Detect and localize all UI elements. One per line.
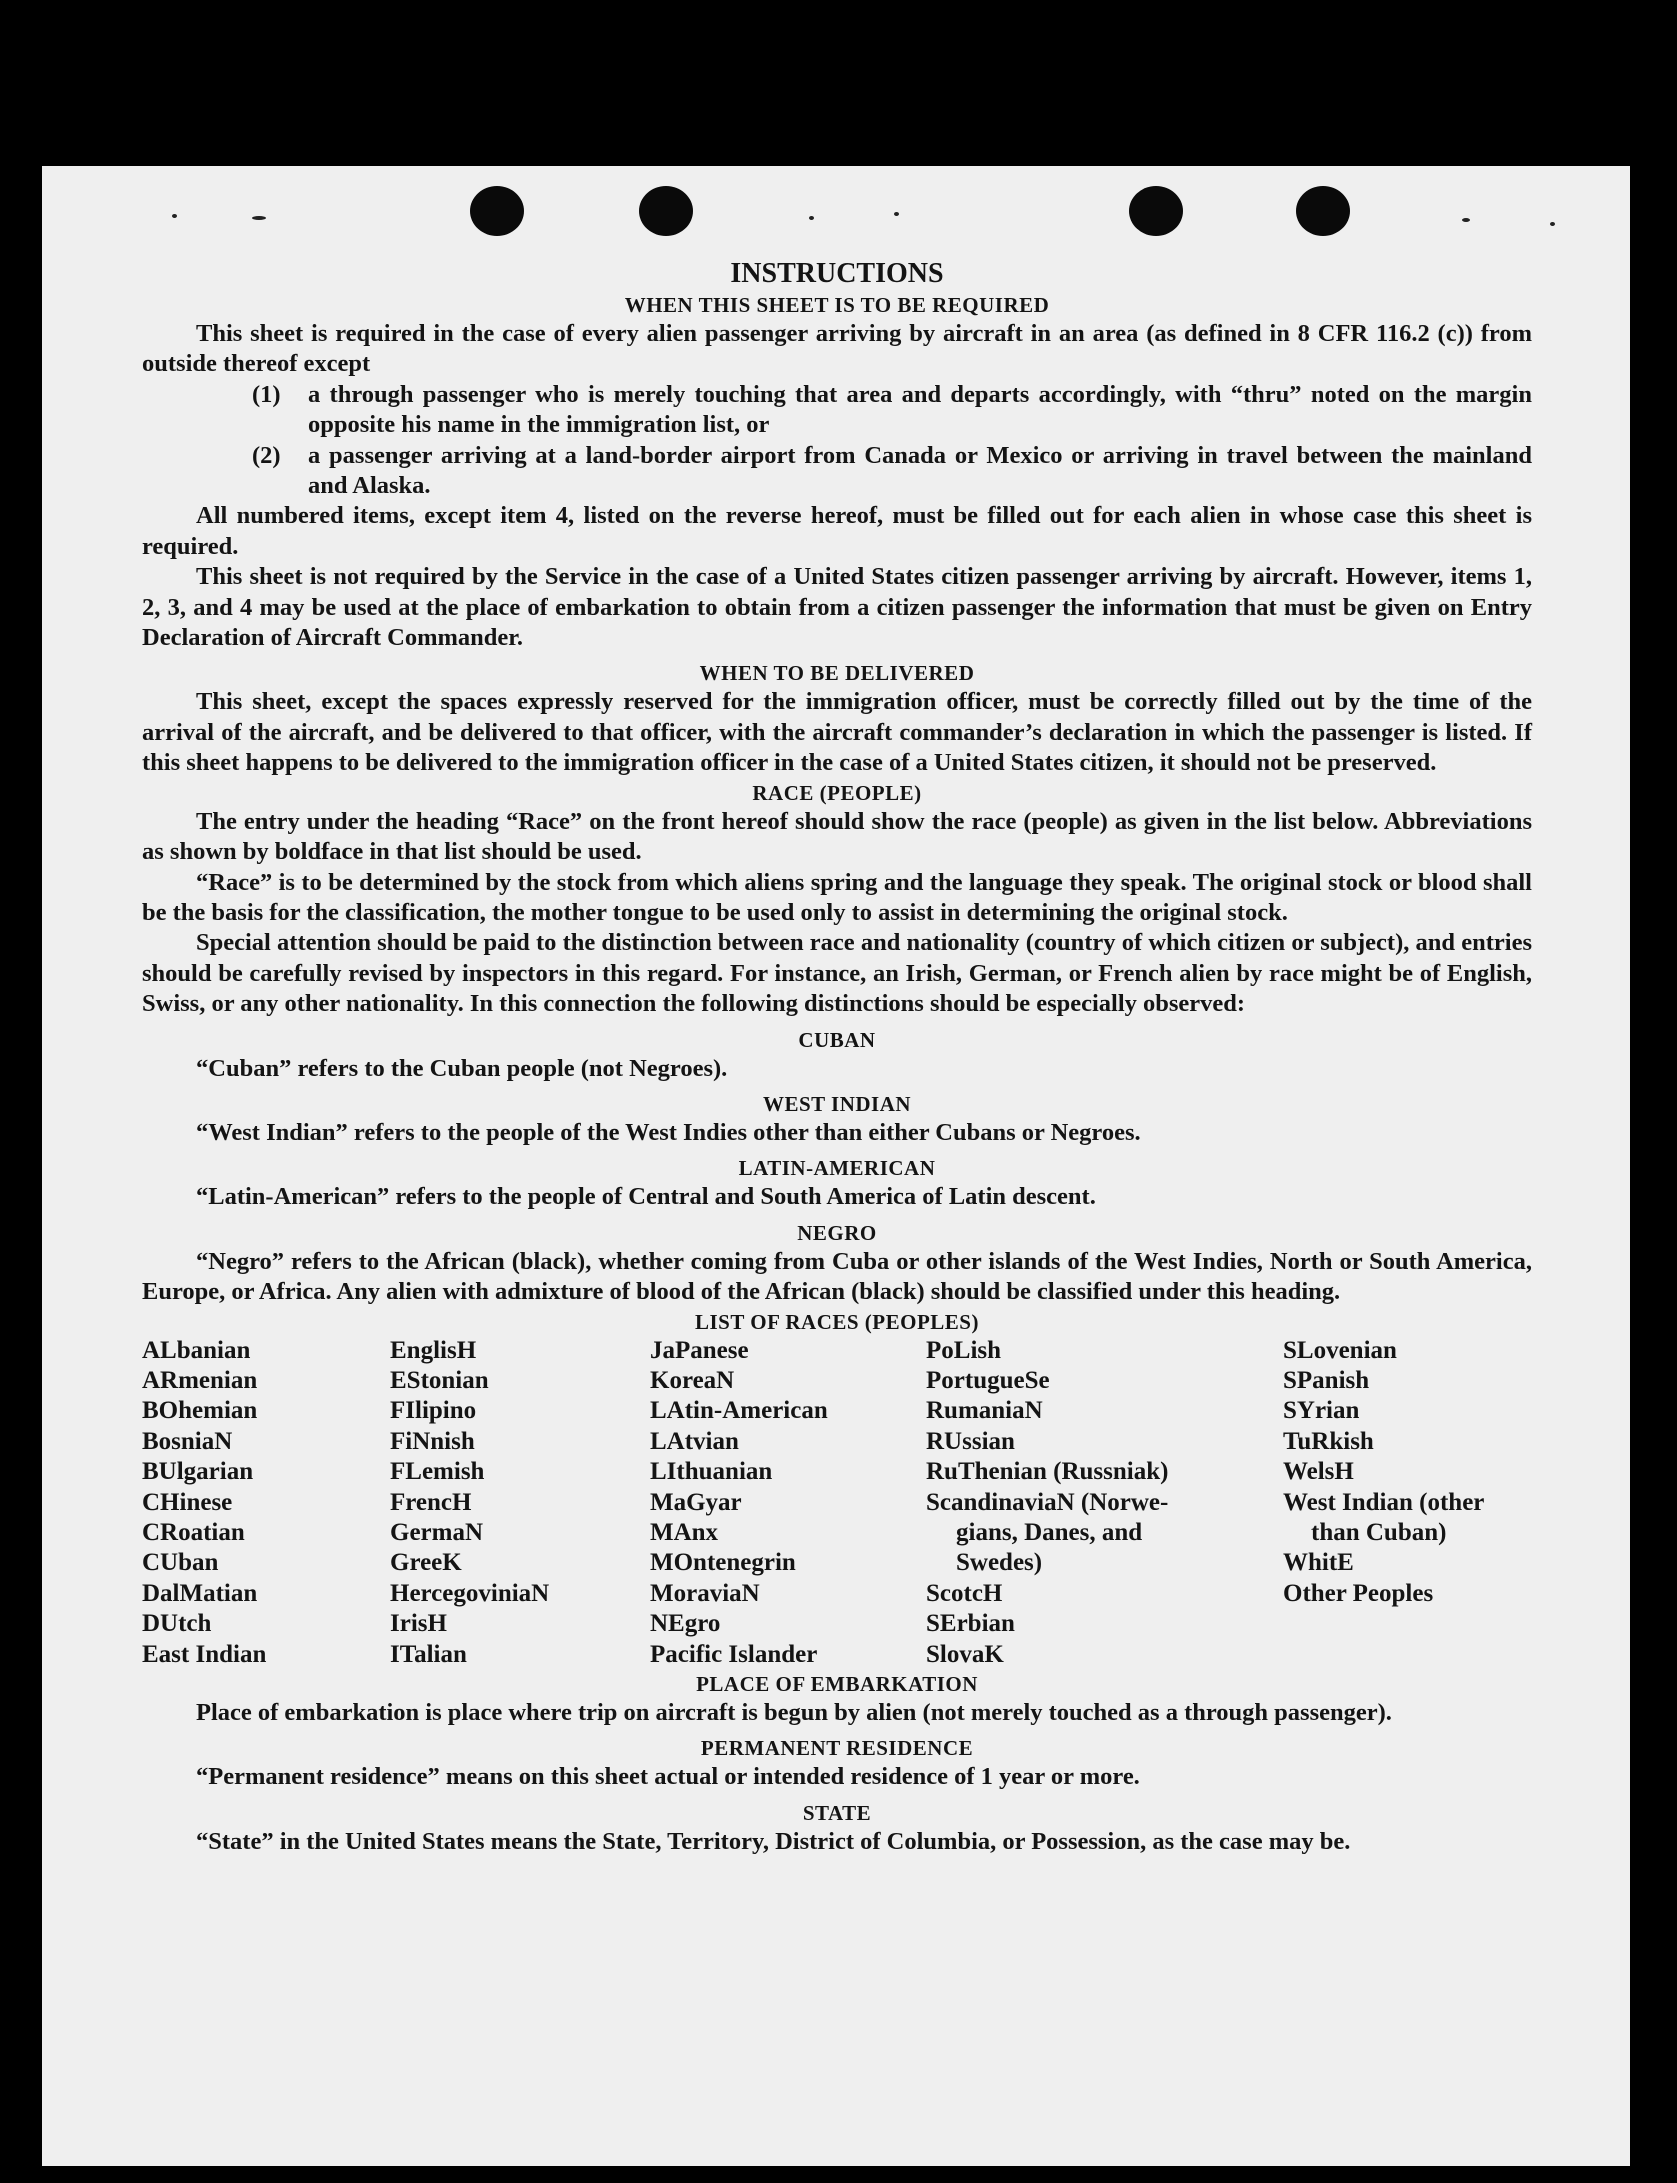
heading-when-delivered: WHEN TO BE DELIVERED (699, 661, 975, 686)
speck (1550, 222, 1555, 226)
list-item (142, 441, 1532, 502)
race-entry: West Indian (other (1283, 1488, 1485, 1516)
race-entry: SLovenian (1283, 1336, 1397, 1364)
paragraph: The entry under the heading “Race” on the front hereof should show the race (people) as given in the list below. Abbreviations as shown by boldface in that list should be used. (142, 807, 1532, 866)
race-entry: WhitE (1283, 1549, 1354, 1577)
race-entry: EnglisH (390, 1336, 477, 1364)
speck (1462, 218, 1470, 222)
punch-hole (1296, 186, 1350, 236)
race-entry: KoreaN (650, 1366, 735, 1394)
races-column (1283, 1336, 1532, 1670)
race-entry: MOntenegrin (650, 1549, 796, 1577)
race-entry: RumaniaN (926, 1397, 1043, 1425)
item-text: a passenger arriving at a land-border airport from Canada or Mexico or arriving in travel between the mainland and Alaska. (308, 441, 1532, 500)
speck (894, 212, 899, 216)
heading-place-of-embarkation: PLACE OF EMBARKATION (696, 1672, 978, 1697)
race-entry: BUlgarian (142, 1458, 254, 1486)
race-entry: FrencH (390, 1488, 472, 1516)
paragraph: “State” in the United States means the State, Territory, District of Columbia, or Possession, as the case may be. (196, 1827, 1351, 1855)
race-entry: ALbanian (142, 1336, 251, 1364)
paragraph: “Latin-American” refers to the people of Central and South America of Latin descent. (196, 1183, 1096, 1211)
paragraph: “West Indian” refers to the people of the West Indies other than either Cubans or Negroes. (196, 1118, 1141, 1146)
race-entry: than Cuban) (1311, 1519, 1447, 1546)
instructions-body (142, 253, 1532, 1857)
race-entry: ScandinaviaN (Norwe- (926, 1488, 1169, 1516)
paragraph: All numbered items, except item 4, listed on the reverse hereof, must be filled out for each alien in whose case this sheet is required. (142, 502, 1532, 560)
race-entry: Other Peoples (1283, 1579, 1434, 1607)
race-entry: DUtch (142, 1610, 212, 1638)
punch-hole (1129, 186, 1183, 236)
race-entry: CRoatian (142, 1519, 245, 1546)
races-column (926, 1336, 1283, 1670)
item-number: (1) (252, 380, 281, 408)
item-text: a through passenger who is merely touching that area and departs accordingly, with “thru” noted on the margin opposite his name in the immigration list, or (308, 380, 1532, 439)
heading-latin-american: LATIN-AMERICAN (738, 1156, 936, 1181)
race-entry: Pacific Islander (650, 1640, 818, 1668)
race-entry: HercegoviniaN (390, 1579, 550, 1607)
race-entry: PoLish (926, 1336, 1002, 1364)
race-entry: GermaN (390, 1519, 484, 1546)
race-entry: CHinese (142, 1488, 233, 1516)
race-entry: SErbian (926, 1610, 1015, 1638)
heading-when-required: WHEN THIS SHEET IS TO BE REQUIRED (624, 293, 1050, 317)
race-entry: BosniaN (142, 1427, 233, 1455)
races-column (142, 1336, 390, 1670)
race-entry: MaGyar (650, 1488, 742, 1516)
race-entry: FLemish (390, 1458, 485, 1486)
paragraph: This sheet is not required by the Service in the case of a United States citizen passenger arriving by aircraft. However, items 1, 2, 3, and 4 may be used at the place of embarkation to obtain from a citizen passenger the information that must be given on Entry Declaration of Aircraft Commander. (142, 563, 1532, 652)
paragraph: This sheet is required in the case of every alien passenger arriving by aircraft in an area (as defined in 8 CFR 116.2 (c)) from outside thereof except (142, 320, 1532, 378)
paragraph: “Race” is to be determined by the stock from which aliens spring and the language they speak. The original stock or blood shall be the basis for the classification, the mother tongue to be used only to assist in determining the original stock. (142, 868, 1532, 926)
race-entry: EStonian (390, 1366, 489, 1394)
race-entry: East Indian (142, 1640, 267, 1668)
race-entry: MAnx (650, 1519, 719, 1546)
race-entry: FIlipino (390, 1397, 477, 1425)
race-entry: LIthuanian (650, 1458, 773, 1486)
speck (809, 216, 814, 220)
race-entry: RUssian (926, 1427, 1015, 1455)
race-entry: RuThenian (Russniak) (926, 1458, 1169, 1486)
paragraph: Place of embarkation is place where trip on aircraft is begun by alien (not merely touched as a through passenger). (196, 1699, 1392, 1727)
paragraph: “Permanent residence” means on this sheet actual or intended residence of 1 year or more. (196, 1763, 1140, 1791)
paragraph: Special attention should be paid to the distinction between race and nationality (country of which citizen or subject), and entries should be carefully revised by inspectors in this regard. For instance, an Irish, German, or French alien by race might be of English, Swiss, or any other nationality. In this connection the following distinctions should be especially observed: (142, 929, 1532, 1018)
race-entry: MoraviaN (650, 1579, 760, 1607)
paragraph: “Negro” refers to the African (black), whether coming from Cuba or other islands of the West Indies, North or South America, Europe, or Africa. Any alien with admixture of blood of the African (black) should be classified under this heading. (142, 1247, 1532, 1306)
race-entry: NEgro (650, 1610, 721, 1638)
race-entry: SYrian (1283, 1397, 1360, 1425)
heading-permanent-residence: PERMANENT RESIDENCE (700, 1736, 974, 1761)
race-entry: gians, Danes, and (956, 1519, 1143, 1546)
race-entry: FiNnish (390, 1427, 475, 1455)
heading-west-indian: WEST INDIAN (762, 1091, 912, 1116)
speck (172, 214, 177, 218)
punch-hole (639, 186, 693, 236)
race-entry: ARmenian (142, 1366, 258, 1394)
item-number: (2) (252, 441, 281, 469)
heading-list-of-races: LIST OF RACES (PEOPLES) (695, 1309, 979, 1334)
race-entry: Swedes) (956, 1549, 1043, 1577)
paragraph: “Cuban” refers to the Cuban people (not Negroes). (196, 1054, 728, 1082)
race-entry: CUban (142, 1549, 219, 1577)
heading-negro: NEGRO (797, 1220, 877, 1245)
race-entry: TuRkish (1283, 1427, 1374, 1455)
paragraph: This sheet, except the spaces expressly reserved for the immigration officer, must be correctly filled out by the time of the arrival of the aircraft, and be delivered to that officer, with the aircraft commander’s declaration in which the passenger is listed. If this sheet happens to be delivered to the immigration officer in the case of a United States citizen, it should not be preserved. (142, 688, 1532, 777)
races-table (142, 1336, 1532, 1670)
race-entry: JaPanese (650, 1336, 749, 1364)
heading-state: STATE (802, 1800, 872, 1825)
race-entry: IrisH (390, 1610, 447, 1638)
heading-cuban: CUBAN (798, 1027, 876, 1052)
list-item (142, 380, 1532, 441)
race-entry: DalMatian (142, 1579, 258, 1607)
race-entry: WelsH (1283, 1458, 1354, 1486)
race-entry: SPanish (1283, 1366, 1370, 1394)
race-entry: BOhemian (142, 1397, 258, 1425)
race-entry: ITalian (390, 1640, 467, 1668)
speck (252, 216, 266, 220)
race-entry: GreeK (390, 1549, 462, 1577)
race-entry: LAtin-American (650, 1397, 828, 1425)
races-column (650, 1336, 926, 1670)
race-entry: LAtvian (650, 1427, 739, 1455)
race-entry: PortugueSe (926, 1366, 1050, 1394)
race-entry: ScotcH (926, 1579, 1003, 1607)
race-entry: SlovaK (926, 1640, 1004, 1668)
heading-race: RACE (PEOPLE) (752, 780, 922, 805)
punch-hole (470, 186, 524, 236)
page-title: INSTRUCTIONS (730, 258, 944, 289)
races-column (390, 1336, 650, 1670)
